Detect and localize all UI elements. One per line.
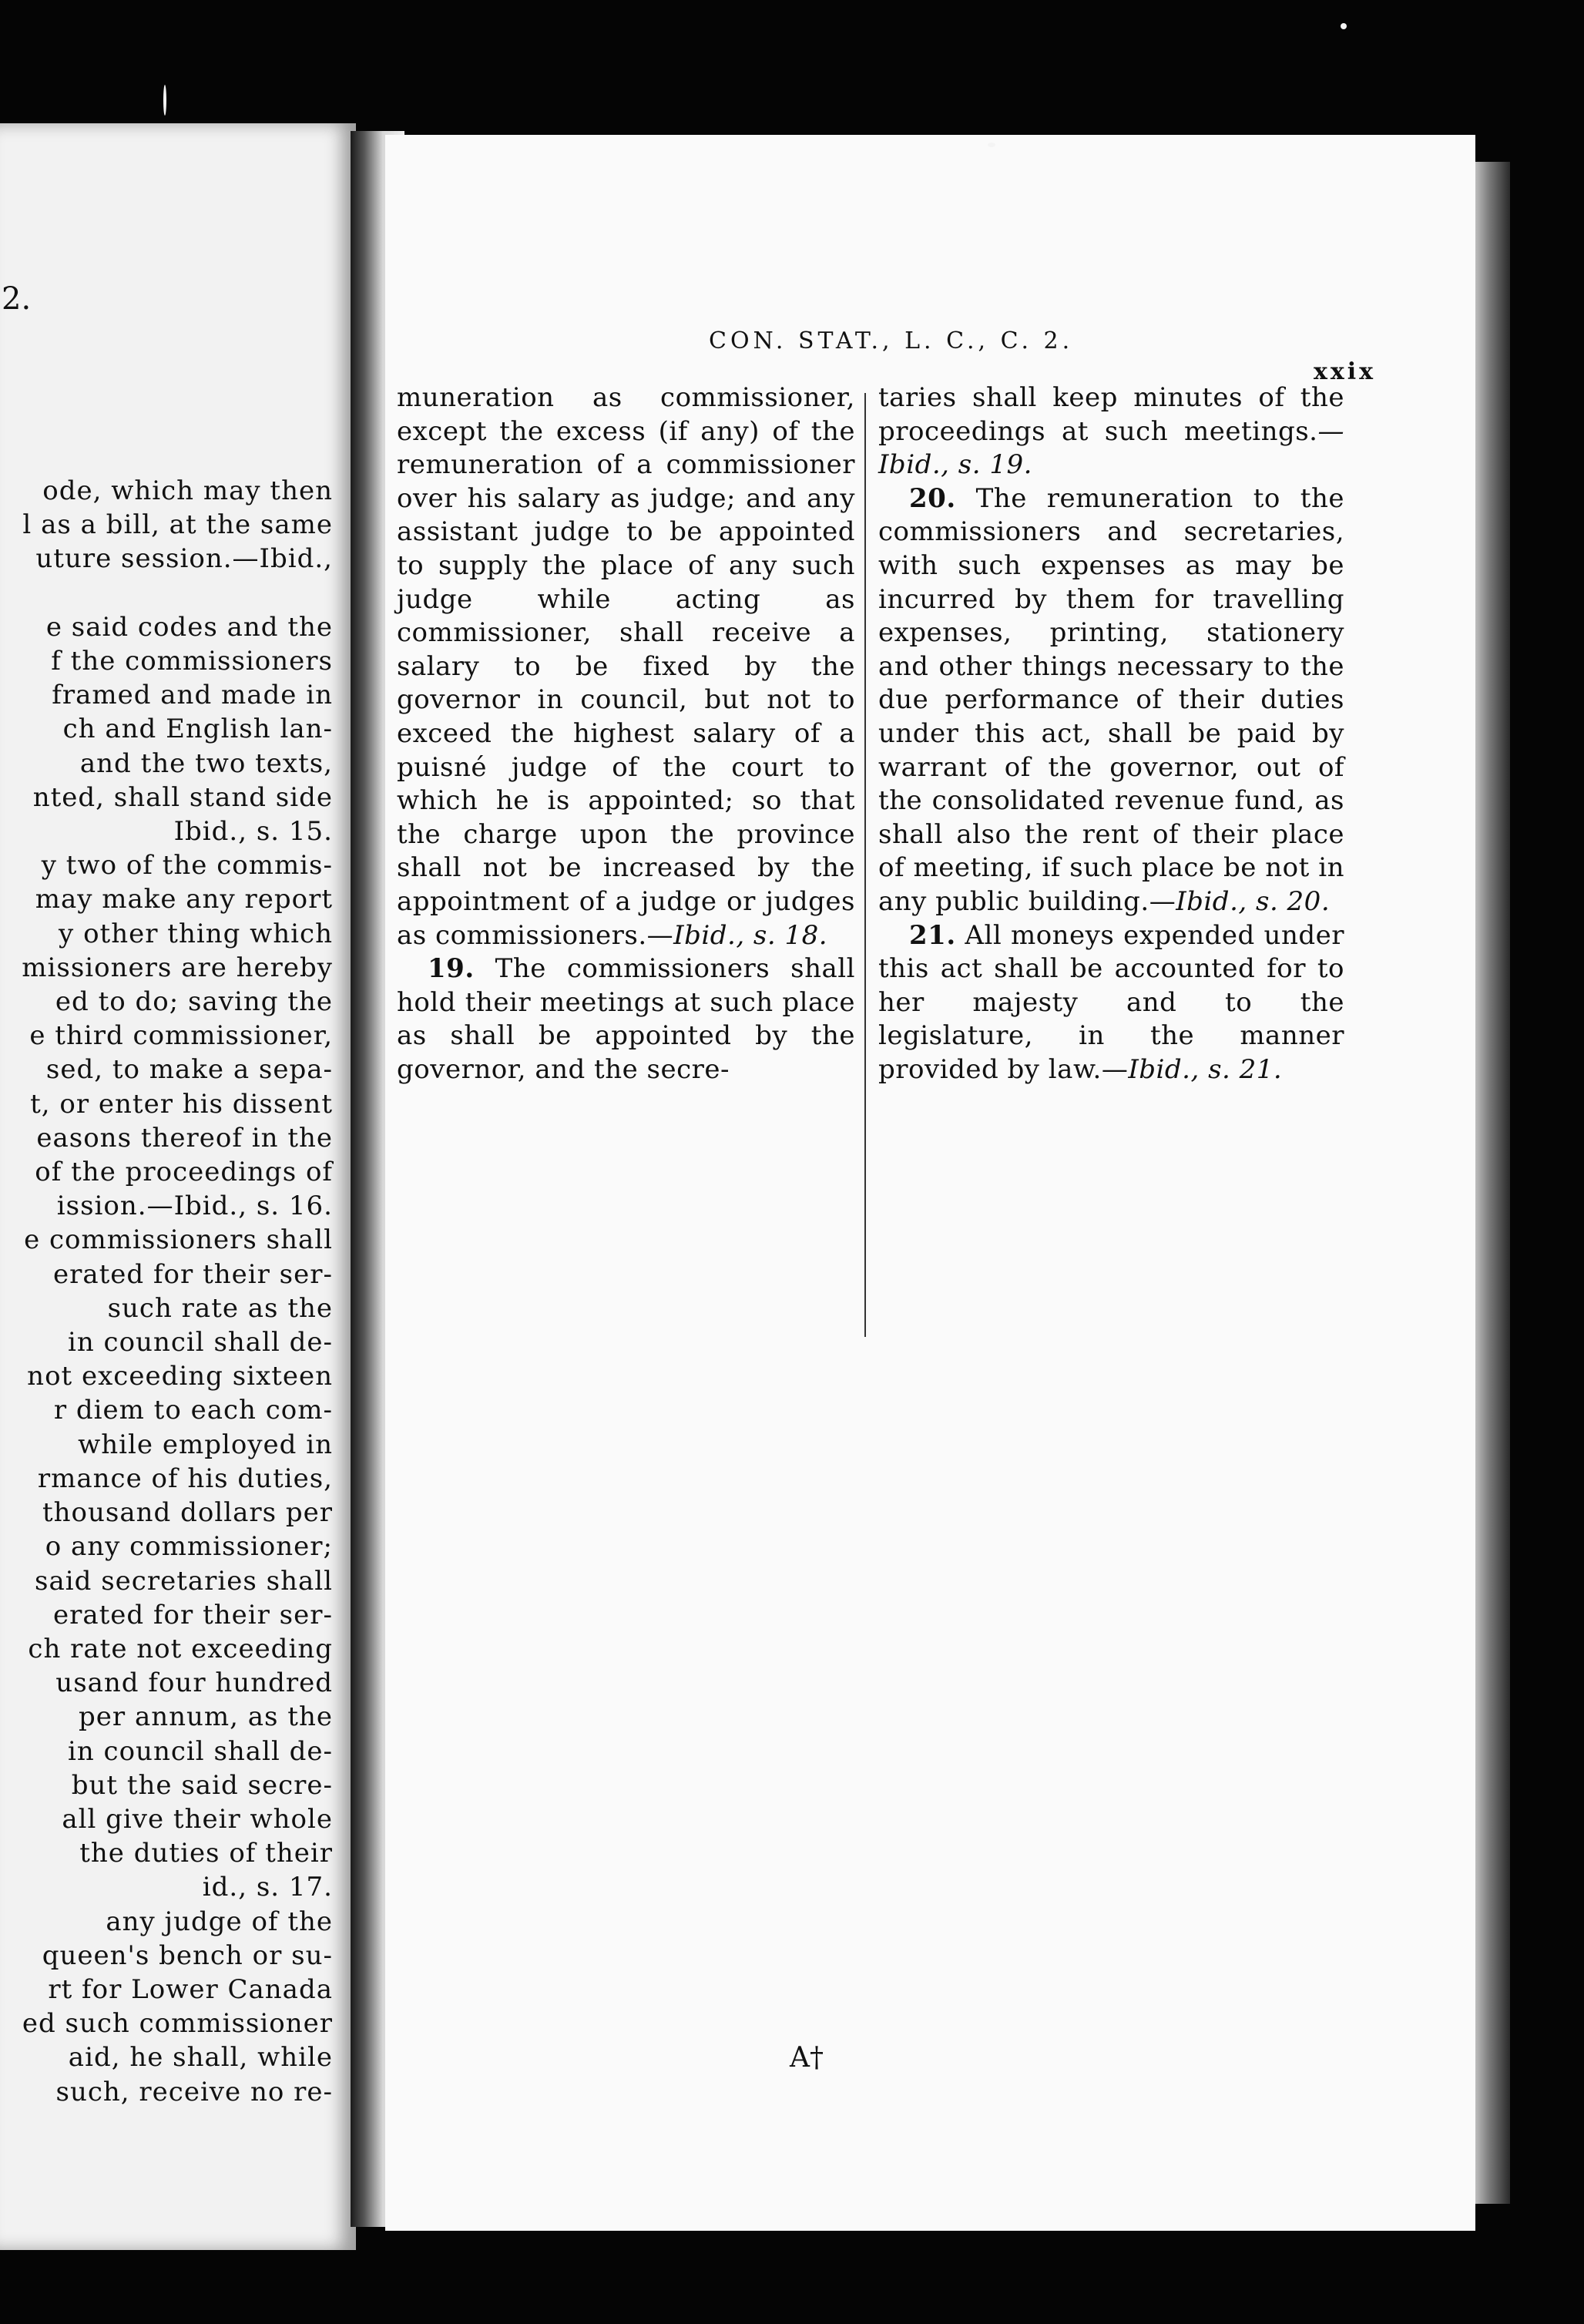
left-text-line: l as a bill, at the same — [22, 509, 333, 541]
left-page-number: 2. — [2, 281, 32, 317]
paragraph-s19: 19. The commissioners shall hold their meetings at such place as shall be appointed by the governor, and the secre- — [397, 953, 855, 1085]
left-text-line: id., s. 17. — [202, 1872, 333, 1903]
citation: Ibid., s. 21. — [1128, 1053, 1283, 1085]
left-text-line: y other thing which — [59, 918, 333, 949]
text-column-1 — [397, 381, 855, 1086]
left-text-line: queen's bench or su- — [42, 1939, 333, 1971]
left-text-line: of the proceedings of — [35, 1157, 333, 1188]
left-text-line: t, or enter his dissent — [30, 1088, 333, 1120]
running-head: CON. STAT., L. C., C. 2. — [709, 327, 1074, 354]
left-text-line: all give their whole — [62, 1803, 333, 1835]
left-text-line: while employed in — [78, 1429, 333, 1460]
left-text-line: easons thereof in the — [36, 1122, 333, 1154]
left-text-line: y two of the commis- — [41, 850, 333, 882]
left-text-line: said secretaries shall — [35, 1565, 333, 1597]
left-text-line: ch and English lan- — [62, 714, 333, 745]
left-text-line: erated for their ser- — [52, 1599, 333, 1630]
left-text-line: framed and made in — [52, 680, 333, 711]
paragraph-s21: 21. All moneys expended under this act shall be accounted for to her majesty and to the legislature, in the manner provided by law.—Ibid., s. 21. — [878, 919, 1344, 1085]
left-text-line: ed such commissioner — [22, 2008, 333, 2040]
left-text-line: such, receive no re- — [55, 2076, 333, 2107]
paragraph-s19-cont: taries shall keep minutes of the proceedings at such meetings.—Ibid., s. 19. — [878, 382, 1344, 481]
left-text-line: ed to do; saving the — [55, 986, 333, 1018]
left-text-line: ission.—Ibid., s. 16. — [56, 1191, 333, 1222]
section-number: 21. — [909, 919, 956, 951]
left-text-line: o any commissioner; — [45, 1531, 333, 1563]
left-text-line: in council shall de- — [67, 1735, 333, 1767]
left-text-line: erated for their ser- — [52, 1258, 333, 1290]
left-text-line: not exceeding sixteen — [27, 1361, 333, 1392]
left-page — [0, 123, 356, 2250]
left-text-line: uture session.—Ibid., — [35, 543, 333, 575]
left-text-line: aid, he shall, while — [68, 2042, 333, 2074]
section-number: 19. — [428, 953, 475, 985]
left-text-line: nted, shall stand side — [32, 781, 333, 813]
left-text-line: and the two texts, — [79, 747, 333, 779]
left-text-line: Ibid., s. 15. — [173, 816, 333, 848]
left-text-line: any judge of the — [106, 1906, 333, 1937]
citation: Ibid., s. 18. — [673, 919, 828, 951]
speck — [163, 85, 166, 116]
left-text-line: but the said secre- — [71, 1769, 333, 1801]
left-page-text — [2, 474, 333, 2109]
left-text-line: e said codes and the — [45, 611, 333, 643]
left-text-line: r diem to each com- — [53, 1395, 333, 1426]
right-page — [385, 135, 1475, 2231]
section-number: 20. — [909, 482, 956, 514]
left-text-line: missioners are hereby — [22, 952, 333, 983]
left-text-line: in council shall de- — [67, 1327, 333, 1358]
left-text-line: sed, to make a sepa- — [45, 1054, 333, 1086]
speck — [988, 143, 995, 147]
left-text-line: such rate as the — [107, 1292, 333, 1324]
left-text-line: e commissioners shall — [24, 1224, 333, 1256]
left-text-line: thousand dollars per — [42, 1497, 333, 1529]
paragraph-s18: muneration as commissioner, except the excess (if any) of the remuneration of a commissioner over his salary as judge; and any assistant judge to be appointed to supply the place of any such judge while acting as commissioner, shall receive a salary to be fixed by the governor in council, but not to exceed the highest salary of a puisné judge of the court to which he is appointed; so that the charge upon the province shall not be increased by the appointment of a judge or judges as commissioners.—Ibid., s. 18. — [397, 382, 855, 951]
signature-mark: A† — [790, 2042, 824, 2074]
page-number: xxix — [1314, 358, 1377, 385]
left-text-line: may make any report — [35, 884, 333, 915]
left-text-line: rt for Lower Canada — [48, 1973, 333, 2005]
paragraph-s20: 20. The remuneration to the commissioners and secretaries, with such expenses as may be incurred by them for travelling expenses, printing, stationery and other things necessary to the due performance of their duties under this act, shall be paid by warrant of the governor, out of the consolidated revenue fund, as shall also the rent of their place of meeting, if such place be not in any public building.—Ibid., s. 20. — [878, 482, 1344, 917]
column-divider — [864, 393, 866, 1337]
citation: Ibid., s. 20. — [1176, 885, 1331, 917]
left-text-line: rmance of his duties, — [37, 1463, 333, 1494]
left-text-line: f the commissioners — [51, 646, 333, 677]
page-edge — [1475, 162, 1510, 2204]
left-text-line: usand four hundred — [55, 1667, 333, 1699]
left-text-line: ch rate not exceeding — [28, 1633, 333, 1664]
left-text-line: per annum, as the — [79, 1701, 333, 1733]
left-text-line — [2, 576, 333, 610]
left-text-line: e third commissioner, — [29, 1020, 333, 1052]
left-text-line: the duties of their — [79, 1838, 333, 1869]
left-text-line: ode, which may then — [42, 475, 333, 506]
citation: —Ibid., s. 19. — [878, 415, 1344, 481]
speck — [1341, 23, 1347, 29]
text-column-2 — [878, 381, 1344, 1086]
